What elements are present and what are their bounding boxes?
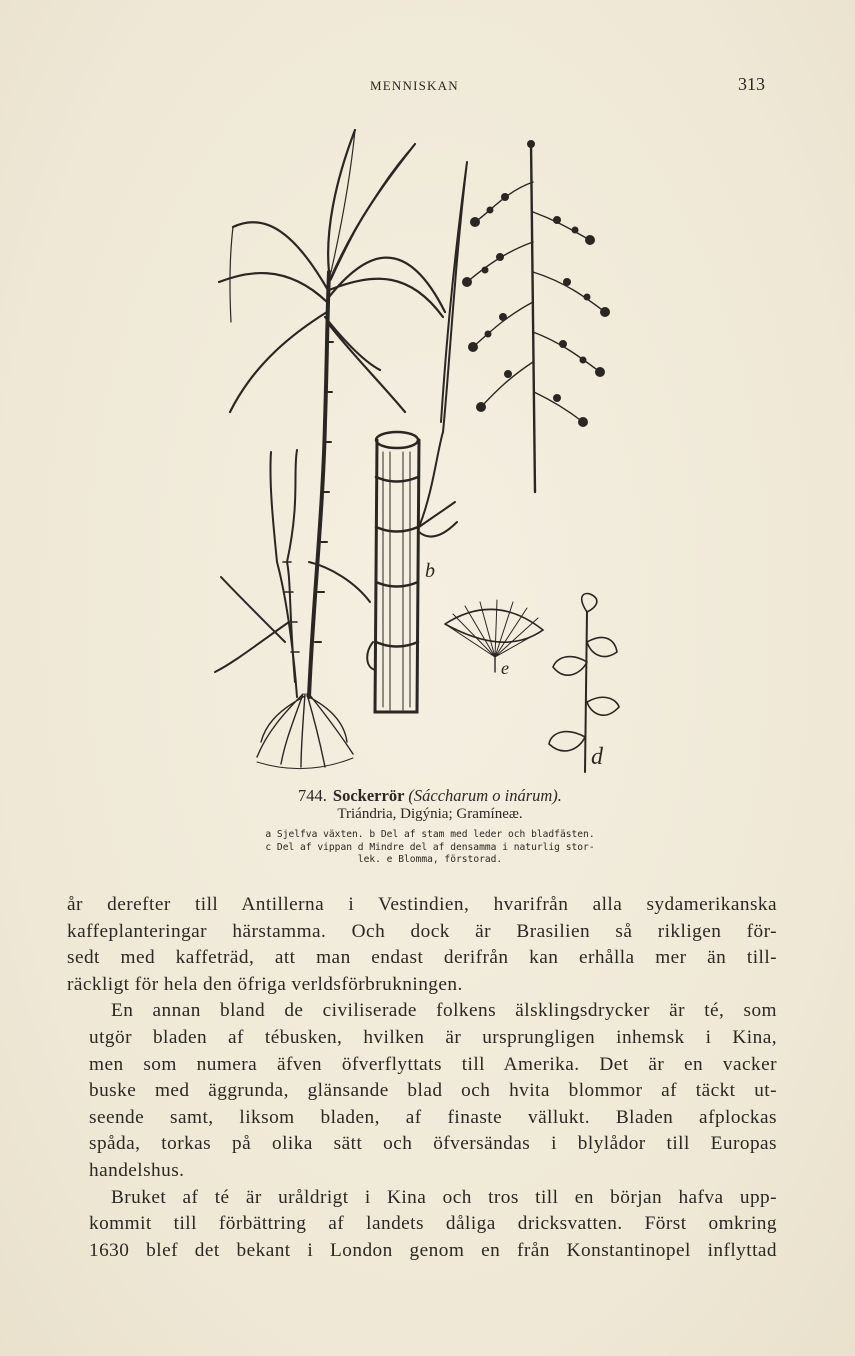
- text-line: handelshus.: [89, 1159, 185, 1181]
- caption-classification: Triándria, Digýnia; Gramíneæ.: [337, 806, 523, 822]
- caption-title: [150, 786, 710, 805]
- text-line: kommit till förbättring af landets dåliga dricksvatten. Först omkring: [89, 1213, 777, 1235]
- plant-a-side-shoots: [215, 450, 370, 697]
- branch-d: [549, 594, 619, 772]
- sugarcane-illustration: [205, 122, 635, 787]
- legend-line: c Del af vippan d Mindre del af densamma i naturlig stor-: [265, 841, 595, 853]
- text-line: spåda, torkas på olika sätt och öfversändas i blylådor till Europas: [89, 1133, 777, 1155]
- text-line: sedt med kaffeträd, att man endast derifrån kan erhålla mer än till-: [67, 947, 777, 969]
- text-line: räckligt för hela den öfriga verldsförbrukningen.: [67, 973, 463, 995]
- legend-line: a Sjelfva växten. b Del af stam med leder och bladfästen.: [265, 829, 595, 840]
- page-number: 313: [738, 74, 765, 94]
- figure-number: 744.: [298, 786, 327, 805]
- text-line: buske med äggrunda, glänsande blad och hvita blommor af täckt ut-: [89, 1080, 777, 1102]
- plant-a-leaves: [219, 130, 445, 412]
- panicle-c: [467, 142, 605, 492]
- figure-label-d: d: [591, 744, 603, 770]
- text-line: utgör bladen af tébusken, hvilken är ursprungligen inhemsk i Kina,: [89, 1026, 777, 1048]
- stem-segment-b: [367, 162, 467, 712]
- body-text: [67, 892, 777, 1264]
- sugarcane-engraving: [205, 122, 635, 787]
- running-title: MENNISKAN: [370, 78, 459, 93]
- caption-latin-name: (Sáccharum o inárum).: [408, 786, 562, 805]
- figure-label-e: e: [501, 658, 509, 678]
- paragraph-1: [67, 892, 777, 998]
- text-line: kaffeplanteringar härstamma. Och dock är Brasilien så rikligen för-: [67, 920, 777, 942]
- text-line: En annan bland de civiliserade folkens älsklingsdrycker är té, som: [111, 1000, 777, 1022]
- text-line: Bruket af té är uråldrigt i Kina och tros till en början hafva upp-: [111, 1186, 777, 1208]
- plant-a-stem: [309, 272, 329, 697]
- flower-e: [445, 600, 543, 672]
- figure-label-b: b: [425, 560, 435, 582]
- caption-name: Sockerrör: [332, 786, 405, 805]
- caption-legend: [150, 829, 710, 867]
- paragraph-2: [67, 998, 777, 1184]
- plant-a-roots: [257, 694, 353, 767]
- paragraph-3: [67, 1185, 777, 1265]
- text-line: men som numera äfven öfverflyttats till Amerika. Det är en vacker: [89, 1053, 777, 1075]
- text-line: år derefter till Antillerna i Vestindien, hvarifrån alla sydamerikanska: [67, 894, 777, 915]
- legend-line: lek. e Blomma, förstorad.: [357, 854, 503, 865]
- running-head: [0, 74, 855, 100]
- text-line: 1630 blef det bekant i London genom en från Konstantinopel inflyttad: [89, 1239, 777, 1261]
- text-line: seende samt, liksom bladen, af finaste vällukt. Bladen afplockas: [89, 1106, 777, 1128]
- figure-caption: [150, 786, 710, 867]
